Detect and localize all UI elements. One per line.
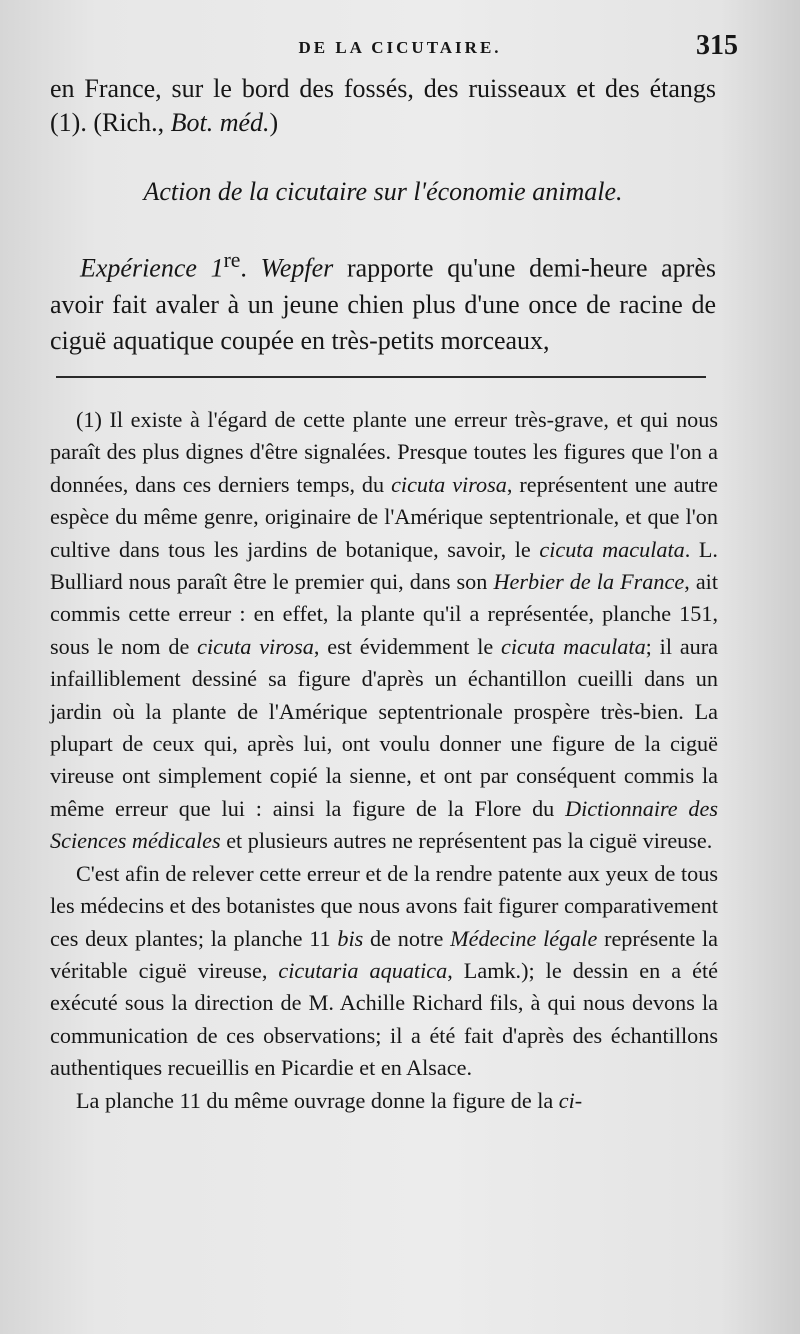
footnote-text-segment: cicuta maculata bbox=[539, 536, 685, 562]
continuation-close: ) bbox=[269, 108, 279, 137]
footnote-text-segment: bis bbox=[337, 925, 364, 951]
footnote-text-segment: , est évidemment le bbox=[313, 633, 502, 659]
footnote-paragraph-2 bbox=[50, 858, 718, 1085]
running-head: DE LA CICUTAIRE. bbox=[298, 38, 502, 57]
page-number: 315 bbox=[696, 30, 738, 61]
continuation-text: en France, sur le bord des fossés, des ruisseaux et des étangs (1). (Rich., bbox=[50, 74, 716, 137]
footnote-text-segment: (1) Il existe à l'égard de cette plante une erreur très-grave, et qui nous paraît des plus dignes d'être signalées. Presque toutes les figures que l'on a données, dans ces derniers temps, du bbox=[50, 407, 718, 497]
footnote-text-segment: Herbier de la France bbox=[493, 569, 685, 595]
footnote-text-segment: cicutaria aquatica bbox=[278, 957, 448, 983]
footnote-text-segment: ci- bbox=[558, 1087, 583, 1113]
section-heading: Action de la cicutaire sur l'économie animale. bbox=[143, 177, 623, 206]
footnote-text-segment: La planche 11 du même ouvrage donne la figure de la bbox=[76, 1087, 559, 1113]
footnote-text-segment: Dictionnaire des Sciences médicales bbox=[50, 795, 719, 854]
page-header bbox=[0, 30, 800, 70]
footnote-text-segment: , représentent une autre espèce du même genre, originaire de l'Amérique septentrionale, et que l'on cultive dans tous les jardins de botanique, savoir, le bbox=[50, 471, 719, 562]
continuation-paragraph bbox=[50, 72, 716, 140]
footnote-text-segment: cicuta maculata bbox=[501, 633, 646, 659]
footnote-rule bbox=[56, 376, 706, 378]
footnote-text-segment: . L. Bulliard nous paraît être le premier qui, dans son bbox=[50, 536, 718, 595]
footnote-paragraph-1 bbox=[50, 404, 718, 858]
experiment-paragraph: Expérience 1re. Wepfer rapporte qu'une demi-heure après avoir fait avaler à un jeune chien plus d'une once de racine de ciguë aquatique coupée en très-petits morceaux, bbox=[50, 248, 716, 355]
footnote-text-segment: de notre bbox=[363, 925, 451, 951]
footnote-text-segment: ; il aura infailliblement dessiné sa figure d'après un échantillon cueilli dans un jardin où la plante de l'Amérique septentrionale prospère très-bien. La plupart de ceux qui, après lui, ont voulu donner une figure de la ciguë vireuse ont simplement copié la sienne, et ont par conséquent commis la même erreur que lui : ainsi la figure de la Flore du bbox=[50, 633, 718, 821]
experiment-author: Wepfer bbox=[260, 253, 334, 283]
footnote-paragraph-3 bbox=[50, 1085, 718, 1117]
footnote-text-segment: et plusieurs autres ne représentent pas la ciguë vireuse. bbox=[220, 828, 713, 854]
continuation-reference: Bot. méd. bbox=[170, 108, 270, 137]
footnote-text-segment: cicuta virosa bbox=[391, 471, 507, 497]
footnote-text-segment: , Lamk.); le dessin en a été exécuté sous la direction de M. Achille Richard fils, à qui nous devons la communication de ces observations; il a été fait d'après des échantillons authentiques recueillis en Picardie et en Alsace. bbox=[50, 957, 718, 1081]
experiment-label: Expérience 1 bbox=[80, 253, 224, 283]
experiment-text: rapporte qu'une demi-heure après avoir fait avaler à un jeune chien plus d'une once de racine de ciguë aquatique coupée en très-petits morceaux, bbox=[50, 253, 716, 355]
footnote bbox=[50, 404, 718, 1117]
footnote-text-segment: représente la véritable ciguë vireuse, bbox=[50, 925, 718, 983]
footnote-text-segment: , ait commis cette erreur : en effet, la plante qu'il a représentée, planche 151, sous le nom de bbox=[50, 569, 719, 659]
footnote-text-segment: cicuta virosa bbox=[197, 633, 314, 659]
footnote-text-segment: Médecine légale bbox=[450, 925, 598, 951]
footnote-text-segment: C'est afin de relever cette erreur et de la rendre patente aux yeux de tous les médecins et des botanistes que nous avons fait figurer comparativement ces deux plantes; la planche 11 bbox=[50, 860, 718, 951]
experiment-label-sup: re bbox=[223, 248, 241, 272]
